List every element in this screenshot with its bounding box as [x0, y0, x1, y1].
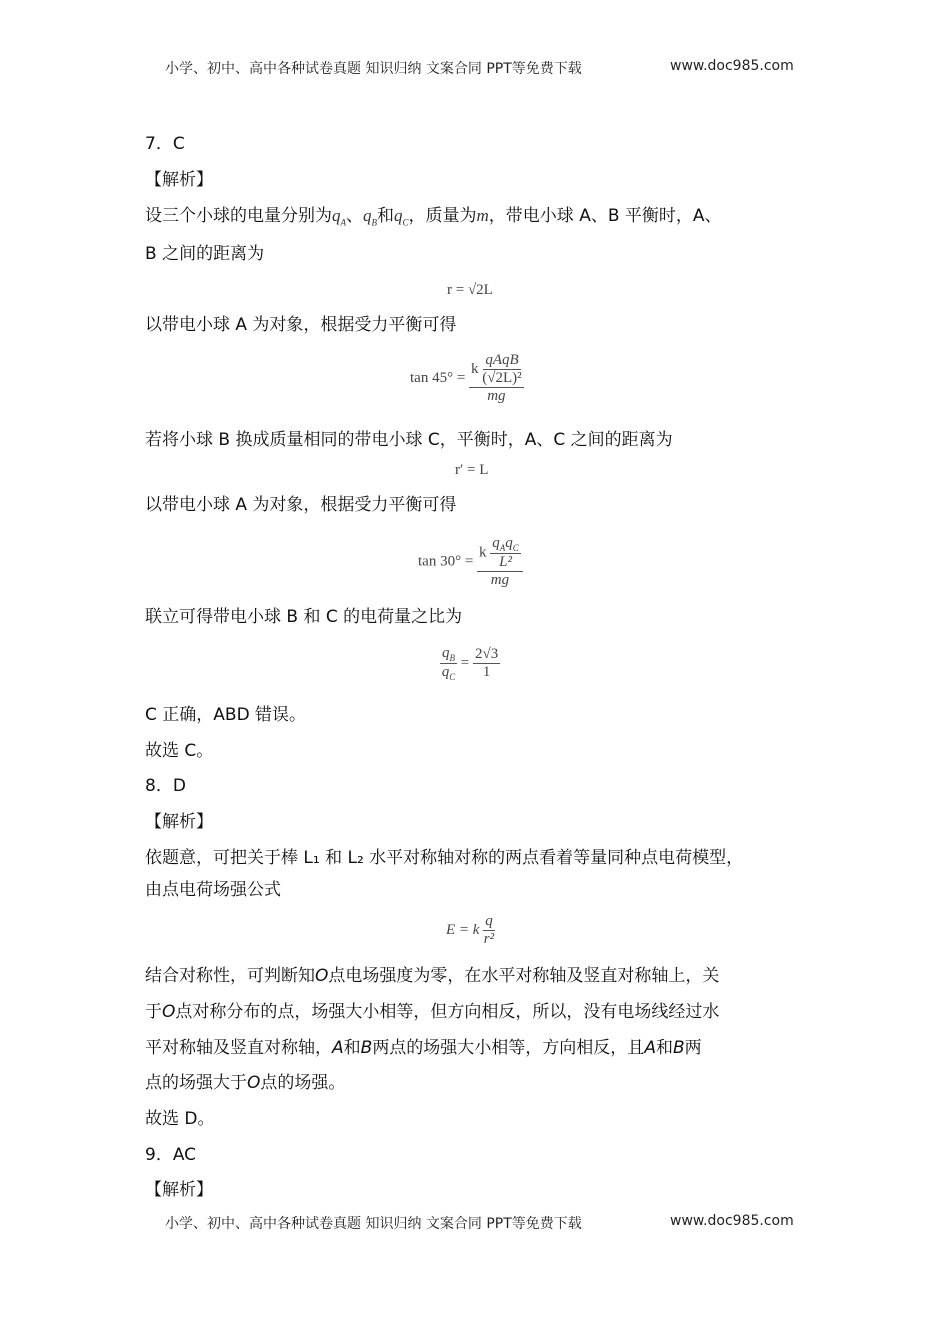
- formula-r: r = √2L: [447, 282, 493, 298]
- formula-tan30: tan 30° = k $\frac{q_Aq_C}{\text{L²}}$ mg: [418, 535, 523, 589]
- formula-tan45: tan 45° = k $\frac{\text{qAqB}}{\text{(√2L)²}}$ mg: [410, 352, 522, 404]
- q9-answer: 9．AC: [145, 1145, 197, 1165]
- q9-jiexi: 【解析】: [145, 1180, 213, 1200]
- q7-p1: 设三个小球的电量分别为$q_A$、$q_B$和$q_C$，质量为m，带电小球 A、B 平衡时，A、: [145, 206, 722, 228]
- formula-r-prime: r′ = L: [455, 462, 489, 478]
- q8-answer: 8．D: [145, 776, 186, 796]
- q7-p6: 联立可得带电小球 B 和 C 的电荷量之比为: [145, 607, 463, 627]
- header-text: 小学、初中、高中各种试卷真题 知识归纳 文案合同 PPT等免费下载: [165, 61, 582, 77]
- formula-tan45-numerator: qAqB: [485, 352, 519, 368]
- q7-p3: 以带电小球 A 为对象，根据受力平衡可得: [145, 315, 457, 335]
- q7-p2: B 之间的距离为: [145, 244, 265, 264]
- header-url[interactable]: www.doc985.com: [670, 58, 794, 74]
- formula-ratio: $\frac{q_B}{q_C}$ = $\frac{2√3}{1}$: [441, 645, 499, 682]
- q7-p4: 若将小球 B 换成质量相同的带电小球 C，平衡时，A、C 之间的距离为: [145, 430, 673, 450]
- footer-url[interactable]: www.doc985.com: [670, 1213, 794, 1229]
- q8-p5: 平对称轴及竖直对称轴，A和B两点的场强大小相等，方向相反，且A和B两: [145, 1038, 702, 1058]
- q8-p3: 结合对称性，可判断知O点电场强度为零，在水平对称轴及竖直对称轴上，关: [145, 966, 720, 986]
- q7-jiexi: 【解析】: [145, 170, 213, 190]
- q8-p6: 点的场强大于O点的场强。: [145, 1073, 346, 1093]
- q8-p2: 由点电荷场强公式: [145, 880, 281, 900]
- q7-answer: 7．C: [145, 134, 185, 154]
- q7-p5: 以带电小球 A 为对象，根据受力平衡可得: [145, 495, 457, 515]
- footer-text: 小学、初中、高中各种试卷真题 知识归纳 文案合同 PPT等免费下载: [165, 1216, 582, 1232]
- q8-p1: 依题意，可把关于棒 L₁ 和 L₂ 水平对称轴对称的两点看着等量同种点电荷模型，: [145, 848, 744, 868]
- q8-p7: 故选 D。: [145, 1109, 215, 1129]
- q7-p8: 故选 C。: [145, 741, 214, 761]
- formula-E: E = k $\frac{q}{\text{r²}}$: [446, 913, 495, 947]
- q7-p7: C 正确，ABD 错误。: [145, 705, 307, 725]
- q8-jiexi: 【解析】: [145, 812, 213, 832]
- q8-p4: 于O点对称分布的点，场强大小相等，但方向相反，所以，没有电场线经过水: [145, 1002, 720, 1022]
